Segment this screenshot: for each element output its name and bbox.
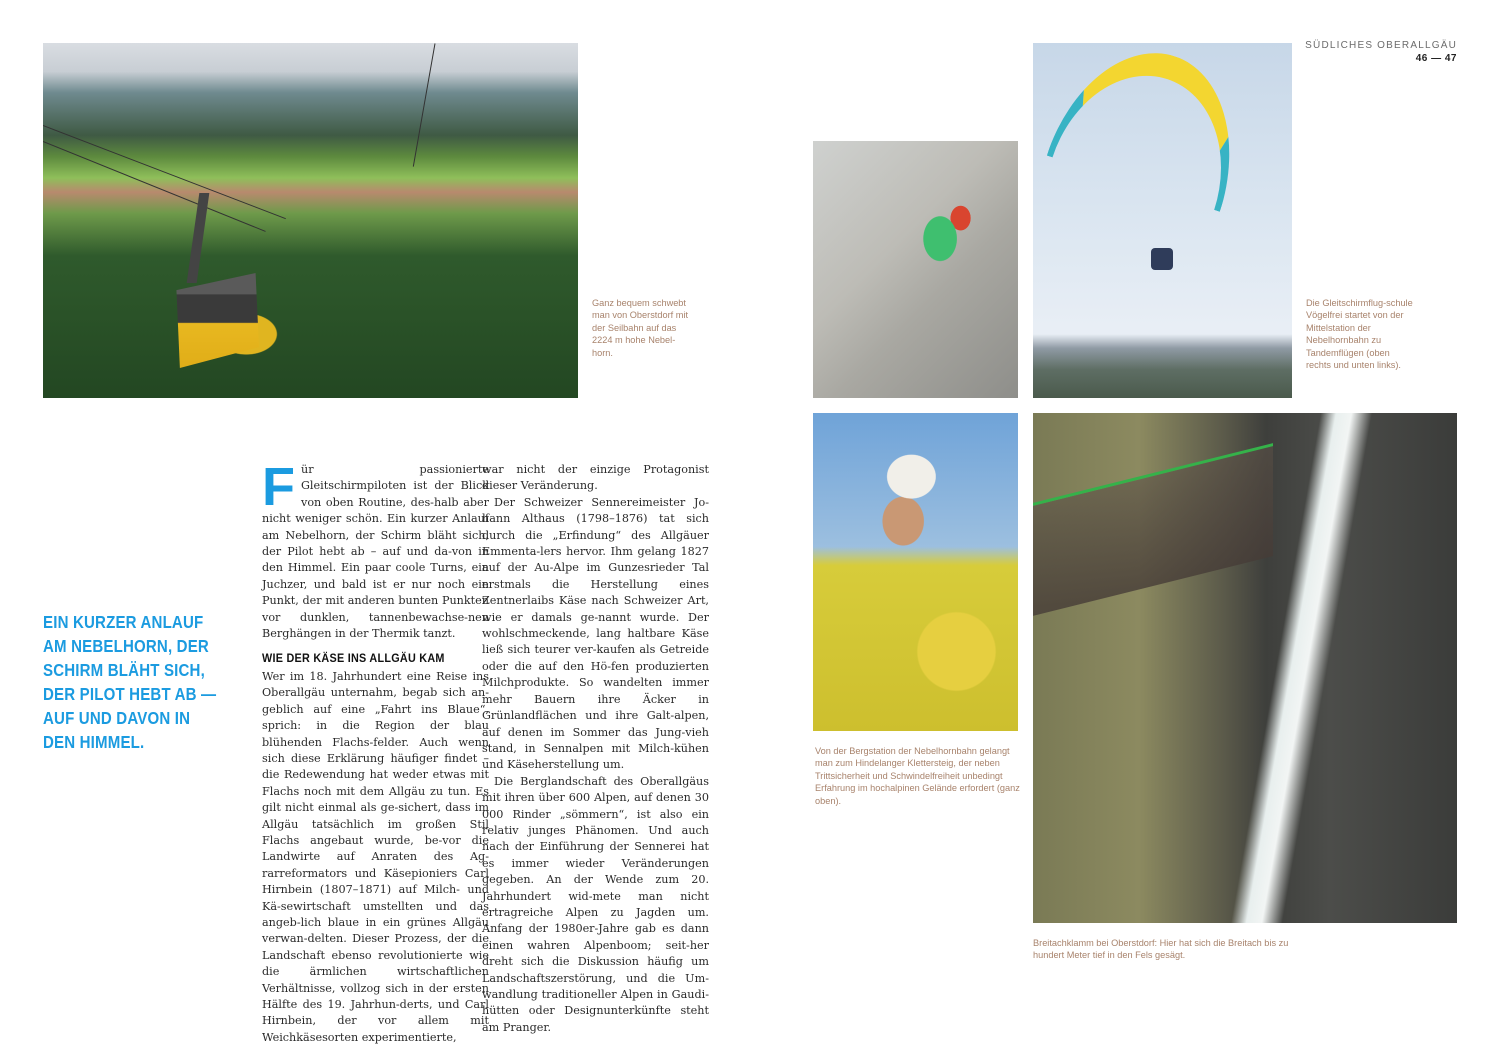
drop-cap: F [262,457,295,517]
caption-cable-car: Ganz bequem schwebt man von Oberstdorf mit der Seilbahn auf das 2224 m hohe Nebel-horn. [592,298,688,358]
paraglider-wing [1047,43,1262,212]
running-head [1305,40,1457,64]
photo-paraglider [1033,43,1292,398]
caption-paraglider: Die Gleitschirmflug-schule Vögelfrei startet von der Mittelstation der Nebelhornbahn zu Tandemflügen (oben rechts und unten links). [1306,298,1413,371]
body-paragraph: Wer im 18. Jahrhundert eine Reise ins Oberallgäu unternahm, begab sich an-geblich auf eine „Fahrt ins Blaue“, sprich: in die Region der blau blühenden Flachs-felder. Auch wenn sich diese Erklärung häufiger findet – die Redewendung hat weder etwas mit Flachs noch mit dem Allgäu zu tun. Es gilt nicht einmal als ge-sichert, dass im Allgäu tatsächlich im großen Stil Flachs angebaut wurde, be-vor die Landwirte auf Anraten des Ag-rarreformators und Käsepioniers Carl Hirnbein (1807–1871) auf Milch- und Kä-sewirtschaft umstellten und das angeb-lich blaue in ein grünes Allgäu verwan-delten. Dieser Prozess, der die Landschaft ebenso revolutionierte wie die ärmlichen wirtschaftlichen Verhältnisse, vollzog sich in der ersten Hälfte des 19. Jahrhun-derts, und Carl Hirnbein, der vor allem mit Weichkäsesorten experimentierte, [262,669,489,1044]
gondola-hanger [187,193,210,283]
subheading: WIE DER KÄSE INS ALLGÄU KAM [262,651,445,666]
photo-cable-car [43,43,578,398]
article-column-1 [262,457,489,1046]
gondola [173,273,259,368]
section-title: SÜDLICHES OBERALLGÄU [1305,40,1457,51]
gorge-walkway [1033,443,1273,616]
pull-quote: EIN KURZER ANLAUF AM NEBELHORN, DER SCHIRM BLÄHT SICH, DER PILOT HEBT AB — AUF UND DAVON IN DEN HIMMEL. [43,612,217,752]
body-paragraph-continued: war nicht der einzige Protagonist dieser Veränderung. [482,463,709,493]
cable-line [43,125,286,219]
cable-line [413,43,436,166]
page-numbers: 46 — 47 [1415,53,1457,64]
caption-gorge: Breitachklamm bei Oberstdorf: Hier hat sich die Breitach bis zu hundert Meter tief in den Fels gesägt. [1033,938,1289,961]
intro-paragraph: Für passionierte Gleitschirmpiloten ist der Blick von oben Routine, des-halb aber nicht weniger schön. Ein kurzer Anlauf am Nebelhorn, der Schirm bläht sich, der Pilot hebt ab – auf und da-von in den Himmel. Ein paar coole Turns, ein Juchzer, und bald ist er nur noch ein Punkt, der mit anderen bunten Punkten vor dunklen, tannenbewachse-nen Berghängen in der Thermik tanzt. [262,457,489,641]
body-paragraph: Die Berglandschaft des Oberallgäus mit ihren über 600 Alpen, auf denen 30 000 Rinder „sömmern“, ist also ein relativ junges Phänomen. Und auch nach der Einführung der Sennerei hat es immer wieder Veränderungen gegeben. An der Wende zum 20. Jahrhundert wid-mete man nicht ertragreiche Alpen zu Jagden um. Anfang der 1980er-Jahre gab es dann einen wahren Alpenboom; seit-her dreht sich die Diskussion häufig um Landschaftszerstörung, und die Um-wandlung traditioneller Alpen in Gaudi-hütten oder Designunterkünfte steht am Pranger. [482,774,709,1034]
tandem-pilots [1151,248,1173,270]
photo-breitachklamm [1033,413,1457,923]
body-paragraph: Der Schweizer Sennereimeister Jo-hann Althaus (1798–1876) tat sich durch die „Erfindung“ des Allgäuer Emmenta-lers hervor. Ihm gelang 1827 auf der Au-Alpe im Gunzesrieder Tal erstmals die Herstellung eines Zentnerlaibs Käse nach Schweizer Art, wie er damals ge-nannt wurde. Der wohlschmeckende, lang haltbare Käse ließ sich teurer ver-kaufen als Getreide oder die auf den Hö-fen produzierten Milchprodukte. So wandelten immer mehr Bauern ihre Äcker in Grünlandflächen und ihre Galt-alpen, auf denen im Sommer das Jung-vieh stand, in Sennalpen mit Milch-kühen und Käseherstellung um. [482,495,709,772]
photo-climber [813,141,1018,398]
article-column-2 [482,462,709,1036]
photo-pilot-portrait [813,413,1018,731]
caption-climber: Von der Bergstation der Nebelhornbahn gelangt man zum Hindelanger Klettersteig, der neben Trittsicherheit und Schwindelfreiheit unbedingt Erfahrung im hochalpinen Gelände erfordert (ganz oben). [815,746,1020,806]
cable-line [43,141,266,232]
